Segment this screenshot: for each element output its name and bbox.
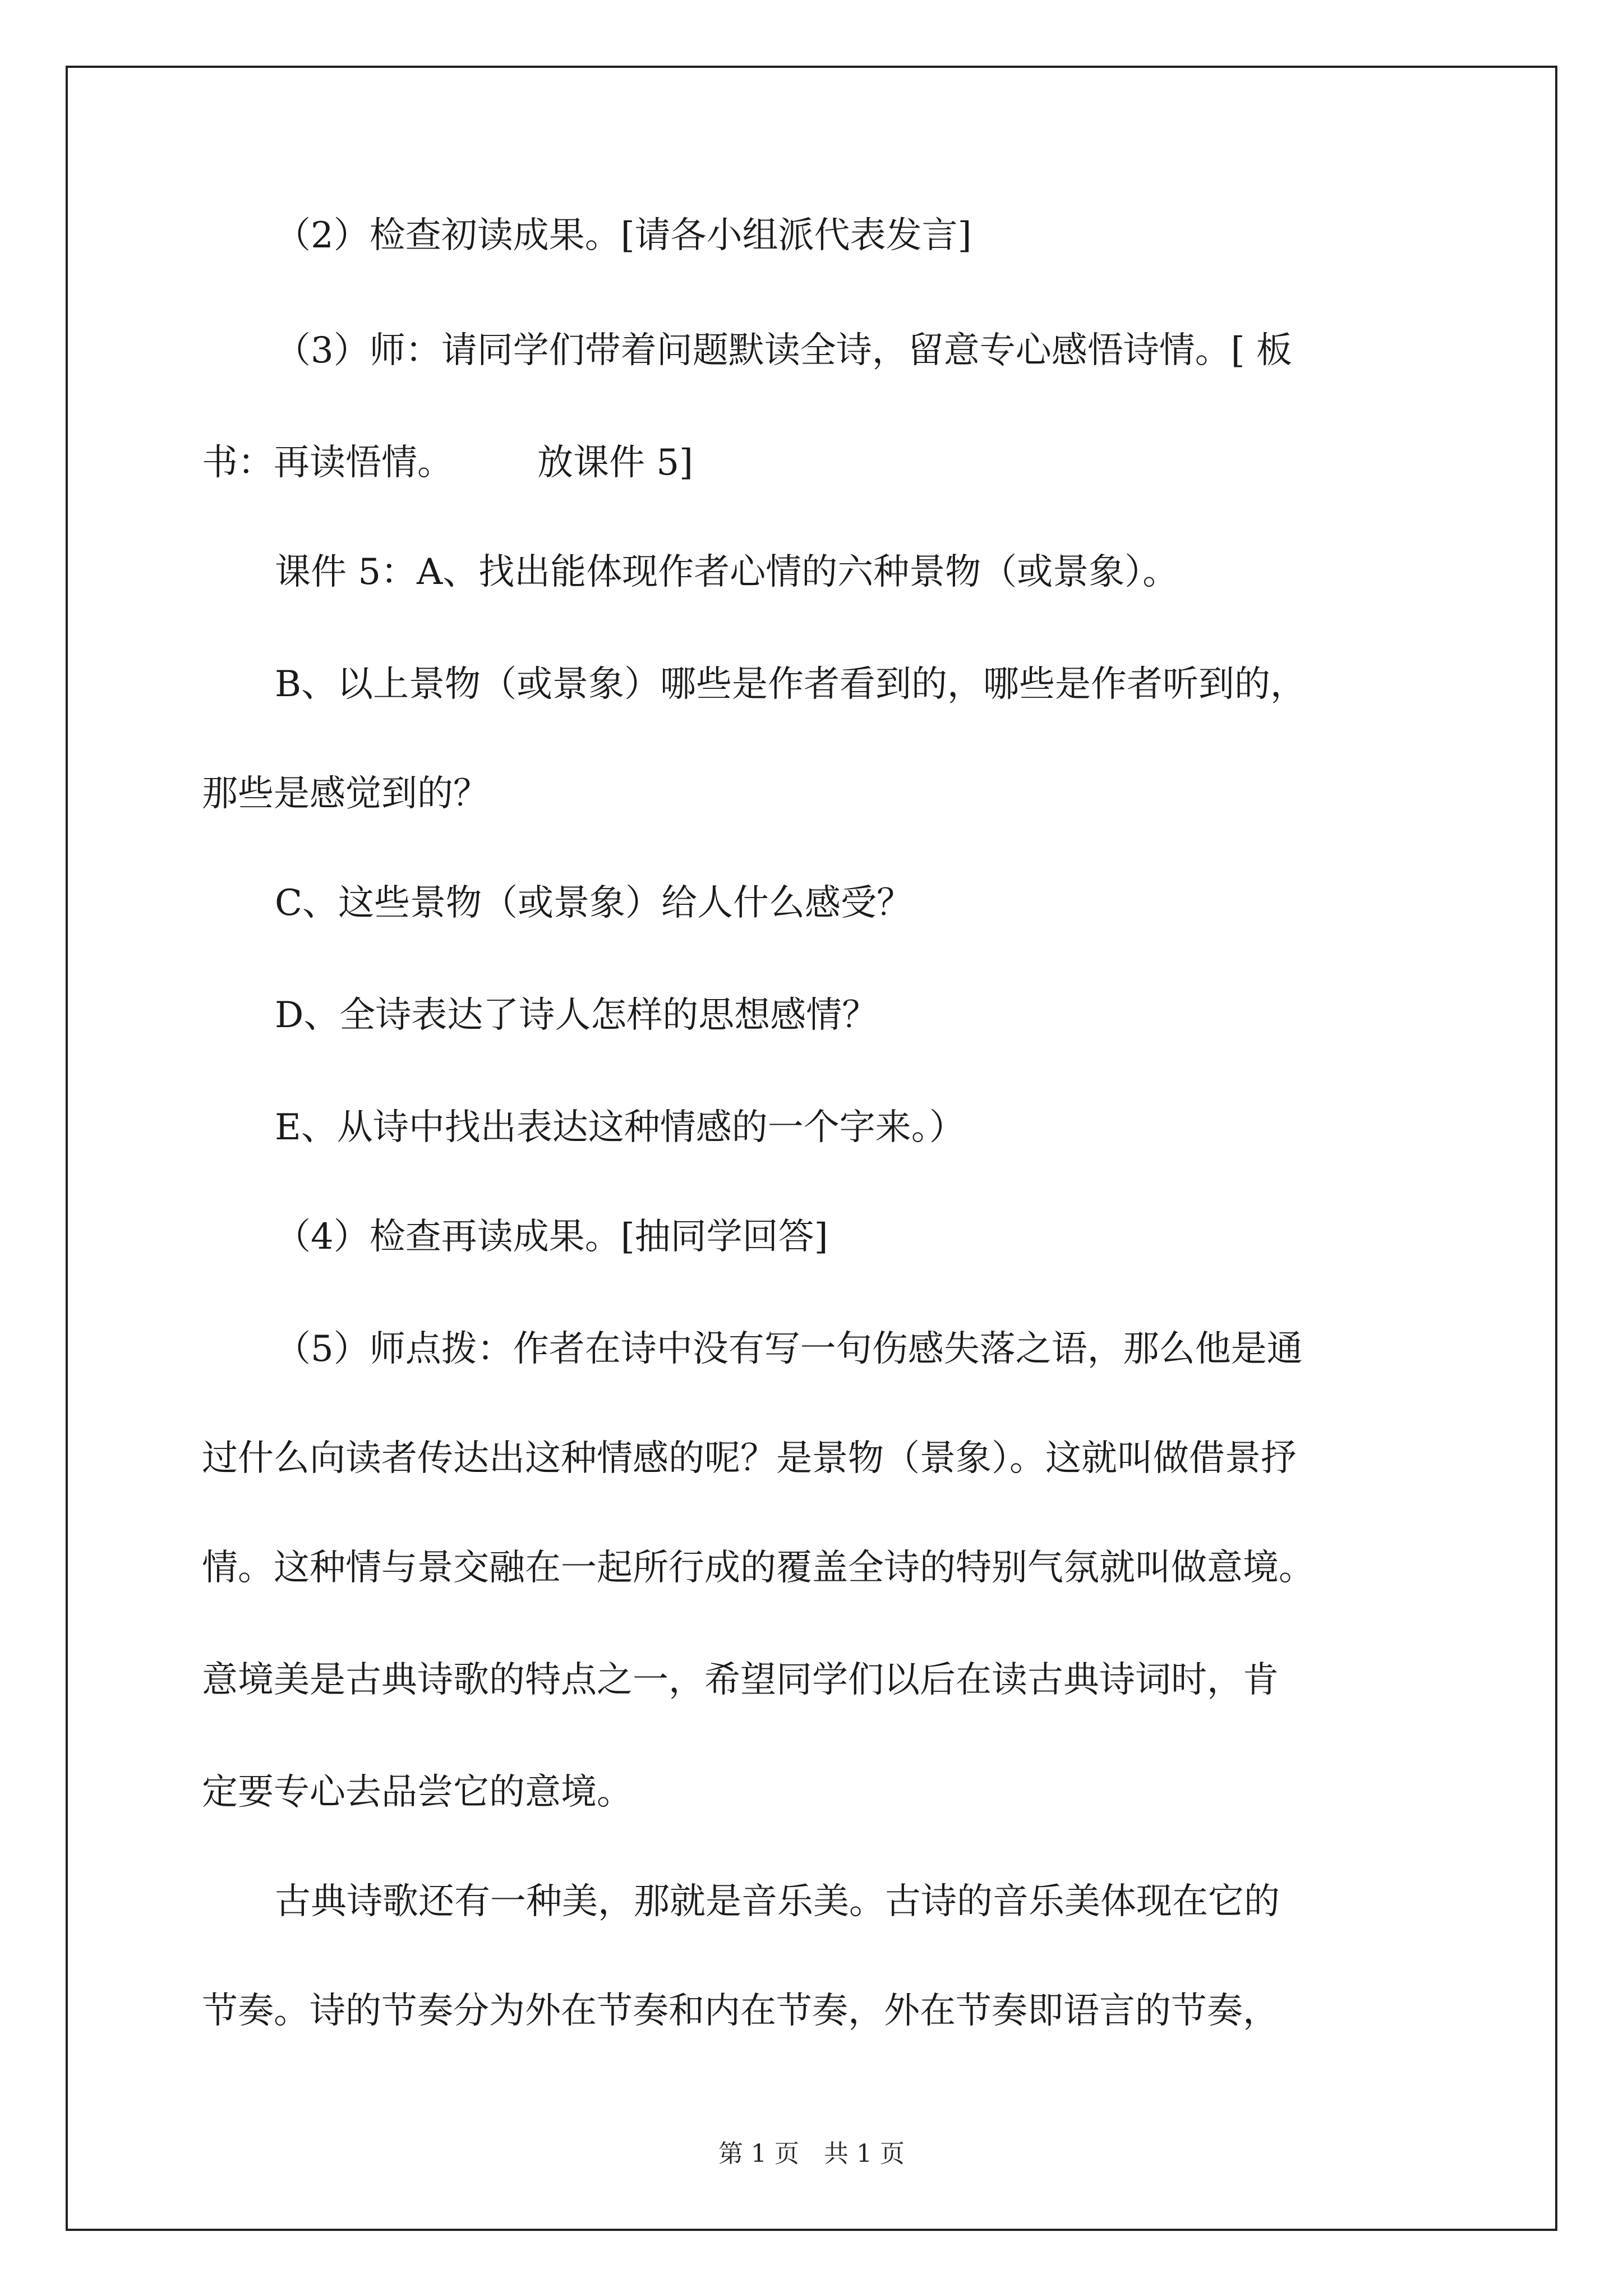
text-line-1: （2）检查初读成果。[请各小组派代表发言]: [275, 215, 972, 256]
page-number: 第 1 页: [718, 2139, 799, 2168]
text-line-5: B、以上景物（或景象）哪些是作者看到的，哪些是作者听到的，: [275, 664, 1307, 705]
page-total: 共 1 页: [824, 2139, 905, 2168]
text-line-14: 意境美是古典诗歌的特点之一，希望同学们以后在读古典诗词时，肯: [202, 1659, 1279, 1701]
page-footer: [0, 2137, 1623, 2171]
text-line-8: D、全诗表达了诗人怎样的思想感情？: [275, 995, 878, 1036]
text-line-4: 课件 5：A、找出能体现作者心情的六种景物（或景象）。: [275, 551, 1179, 593]
text-line-3: [202, 438, 693, 488]
text-line-6: 那些是感觉到的？: [202, 773, 489, 815]
text-line-17: 节奏。诗的节奏分为外在节奏和内在节奏，外在节奏即语言的节奏，: [202, 1990, 1279, 2032]
text-line-15: 定要专心去品尝它的意境。: [202, 1772, 633, 1813]
text-line-3a: 书：再读悟情。: [202, 442, 453, 484]
text-line-16: 古典诗歌还有一种美，那就是音乐美。古诗的音乐美体现在它的: [275, 1881, 1280, 1922]
text-line-7: C、这些景物（或景象）给人什么感受？: [275, 882, 912, 924]
text-line-13: 情。这种情与景交融在一起所行成的覆盖全诗的特别气氛就叫做意境。: [202, 1547, 1315, 1589]
text-line-3b: 放课件 5]: [537, 442, 694, 484]
text-line-11: （5）师点拨：作者在诗中没有写一句伤感失落之语，那么他是通: [275, 1328, 1303, 1370]
text-line-9: E、从诗中找出表达这种情感的一个字来。）: [275, 1107, 965, 1148]
text-line-2: （3）师：请同学们带着问题默读全诗，留意专心感悟诗情。[ 板: [275, 330, 1293, 371]
text-line-10: （4）检查再读成果。[抽同学回答]: [275, 1216, 828, 1258]
text-line-12: 过什么向读者传达出这种情感的呢？是景物（景象）。这就叫做借景抒: [202, 1438, 1297, 1479]
